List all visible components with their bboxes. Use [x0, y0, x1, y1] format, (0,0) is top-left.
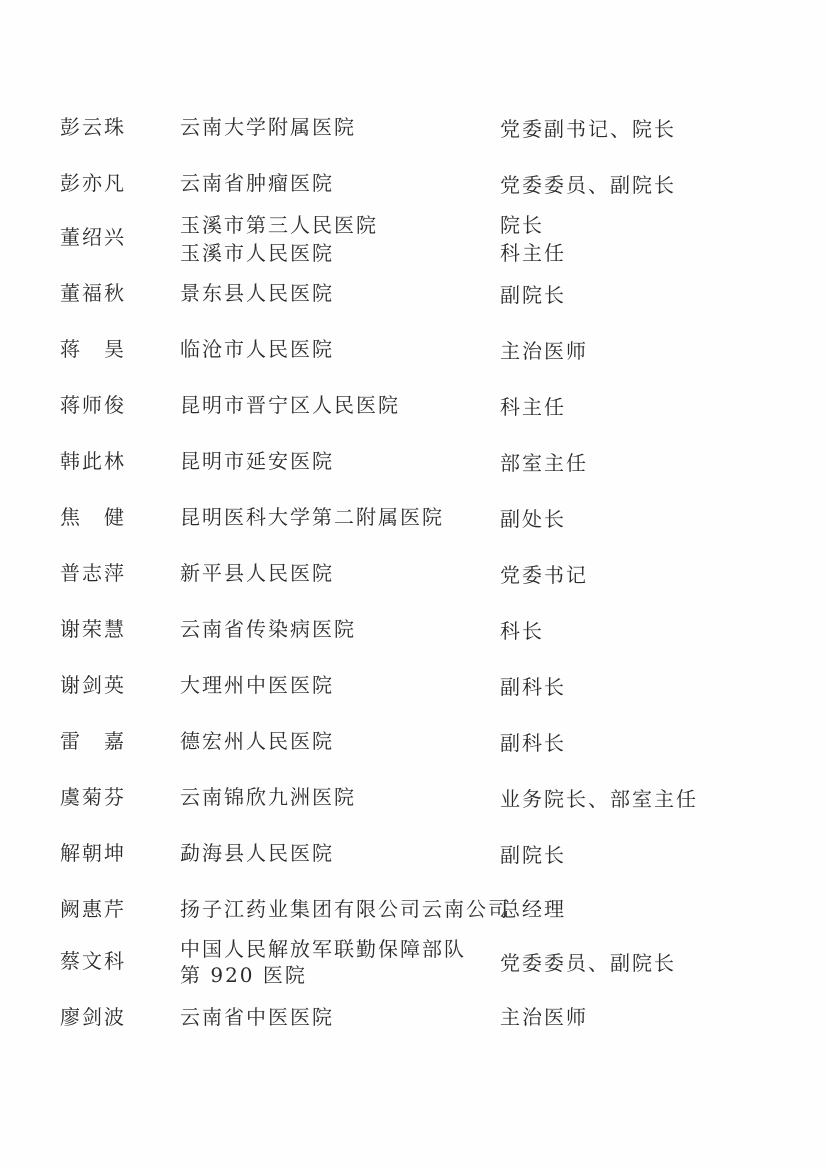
position-title: 科主任 — [500, 395, 566, 419]
organization: 大理州中医医院 — [180, 673, 334, 697]
position-title: 党委委员、副院长 — [500, 951, 676, 975]
position-title: 党委书记 — [500, 563, 588, 587]
organization: 玉溪市人民医院 — [180, 241, 334, 265]
organization: 昆明市延安医院 — [180, 449, 334, 473]
position-title: 副处长 — [500, 507, 566, 531]
person-name: 焦 健 — [60, 505, 126, 529]
position-title: 副院长 — [500, 283, 566, 307]
person-name: 蔡文科 — [60, 949, 126, 973]
person-name: 廖剑波 — [60, 1005, 126, 1029]
person-name: 蒋师俊 — [60, 393, 126, 417]
organization: 云南省中医医院 — [180, 1005, 334, 1029]
position-title: 党委副书记、院长 — [500, 117, 676, 141]
position-title: 党委委员、副院长 — [500, 173, 676, 197]
organization: 昆明医科大学第二附属医院 — [180, 505, 444, 529]
organization: 临沧市人民医院 — [180, 337, 334, 361]
organization: 扬子江药业集团有限公司云南公司 — [180, 897, 510, 921]
organization: 玉溪市第三人民医院 — [180, 213, 378, 237]
organization: 云南大学附属医院 — [180, 115, 356, 139]
person-name: 虞菊芬 — [60, 785, 126, 809]
organization: 昆明市晋宁区人民医院 — [180, 393, 400, 417]
organization: 第 920 医院 — [180, 963, 307, 987]
position-title: 主治医师 — [500, 339, 588, 363]
person-name: 谢剑英 — [60, 673, 126, 697]
position-title: 科长 — [500, 619, 544, 643]
organization: 云南锦欣九洲医院 — [180, 785, 356, 809]
organization: 云南省肿瘤医院 — [180, 171, 334, 195]
person-name: 普志萍 — [60, 561, 126, 585]
person-name: 韩此林 — [60, 449, 126, 473]
position-title: 院长 — [500, 213, 544, 237]
position-title: 科主任 — [500, 241, 566, 265]
position-title: 副科长 — [500, 675, 566, 699]
organization: 德宏州人民医院 — [180, 729, 334, 753]
person-name: 雷 嘉 — [60, 729, 126, 753]
person-name: 彭云珠 — [60, 115, 126, 139]
position-title: 总经理 — [500, 897, 566, 921]
person-name: 阙惠芹 — [60, 897, 126, 921]
position-title: 业务院长、部室主任 — [500, 787, 698, 811]
person-name: 董福秋 — [60, 281, 126, 305]
person-name: 解朝坤 — [60, 841, 126, 865]
organization: 中国人民解放军联勤保障部队 — [180, 937, 466, 961]
person-name: 董绍兴 — [60, 225, 126, 249]
organization: 景东县人民医院 — [180, 281, 334, 305]
person-name: 谢荣慧 — [60, 617, 126, 641]
position-title: 副科长 — [500, 731, 566, 755]
position-title: 部室主任 — [500, 451, 588, 475]
organization: 新平县人民医院 — [180, 561, 334, 585]
position-title: 副院长 — [500, 843, 566, 867]
organization: 云南省传染病医院 — [180, 617, 356, 641]
person-name: 彭亦凡 — [60, 171, 126, 195]
organization: 勐海县人民医院 — [180, 841, 334, 865]
position-title: 主治医师 — [500, 1005, 588, 1029]
person-name: 蒋 昊 — [60, 337, 126, 361]
